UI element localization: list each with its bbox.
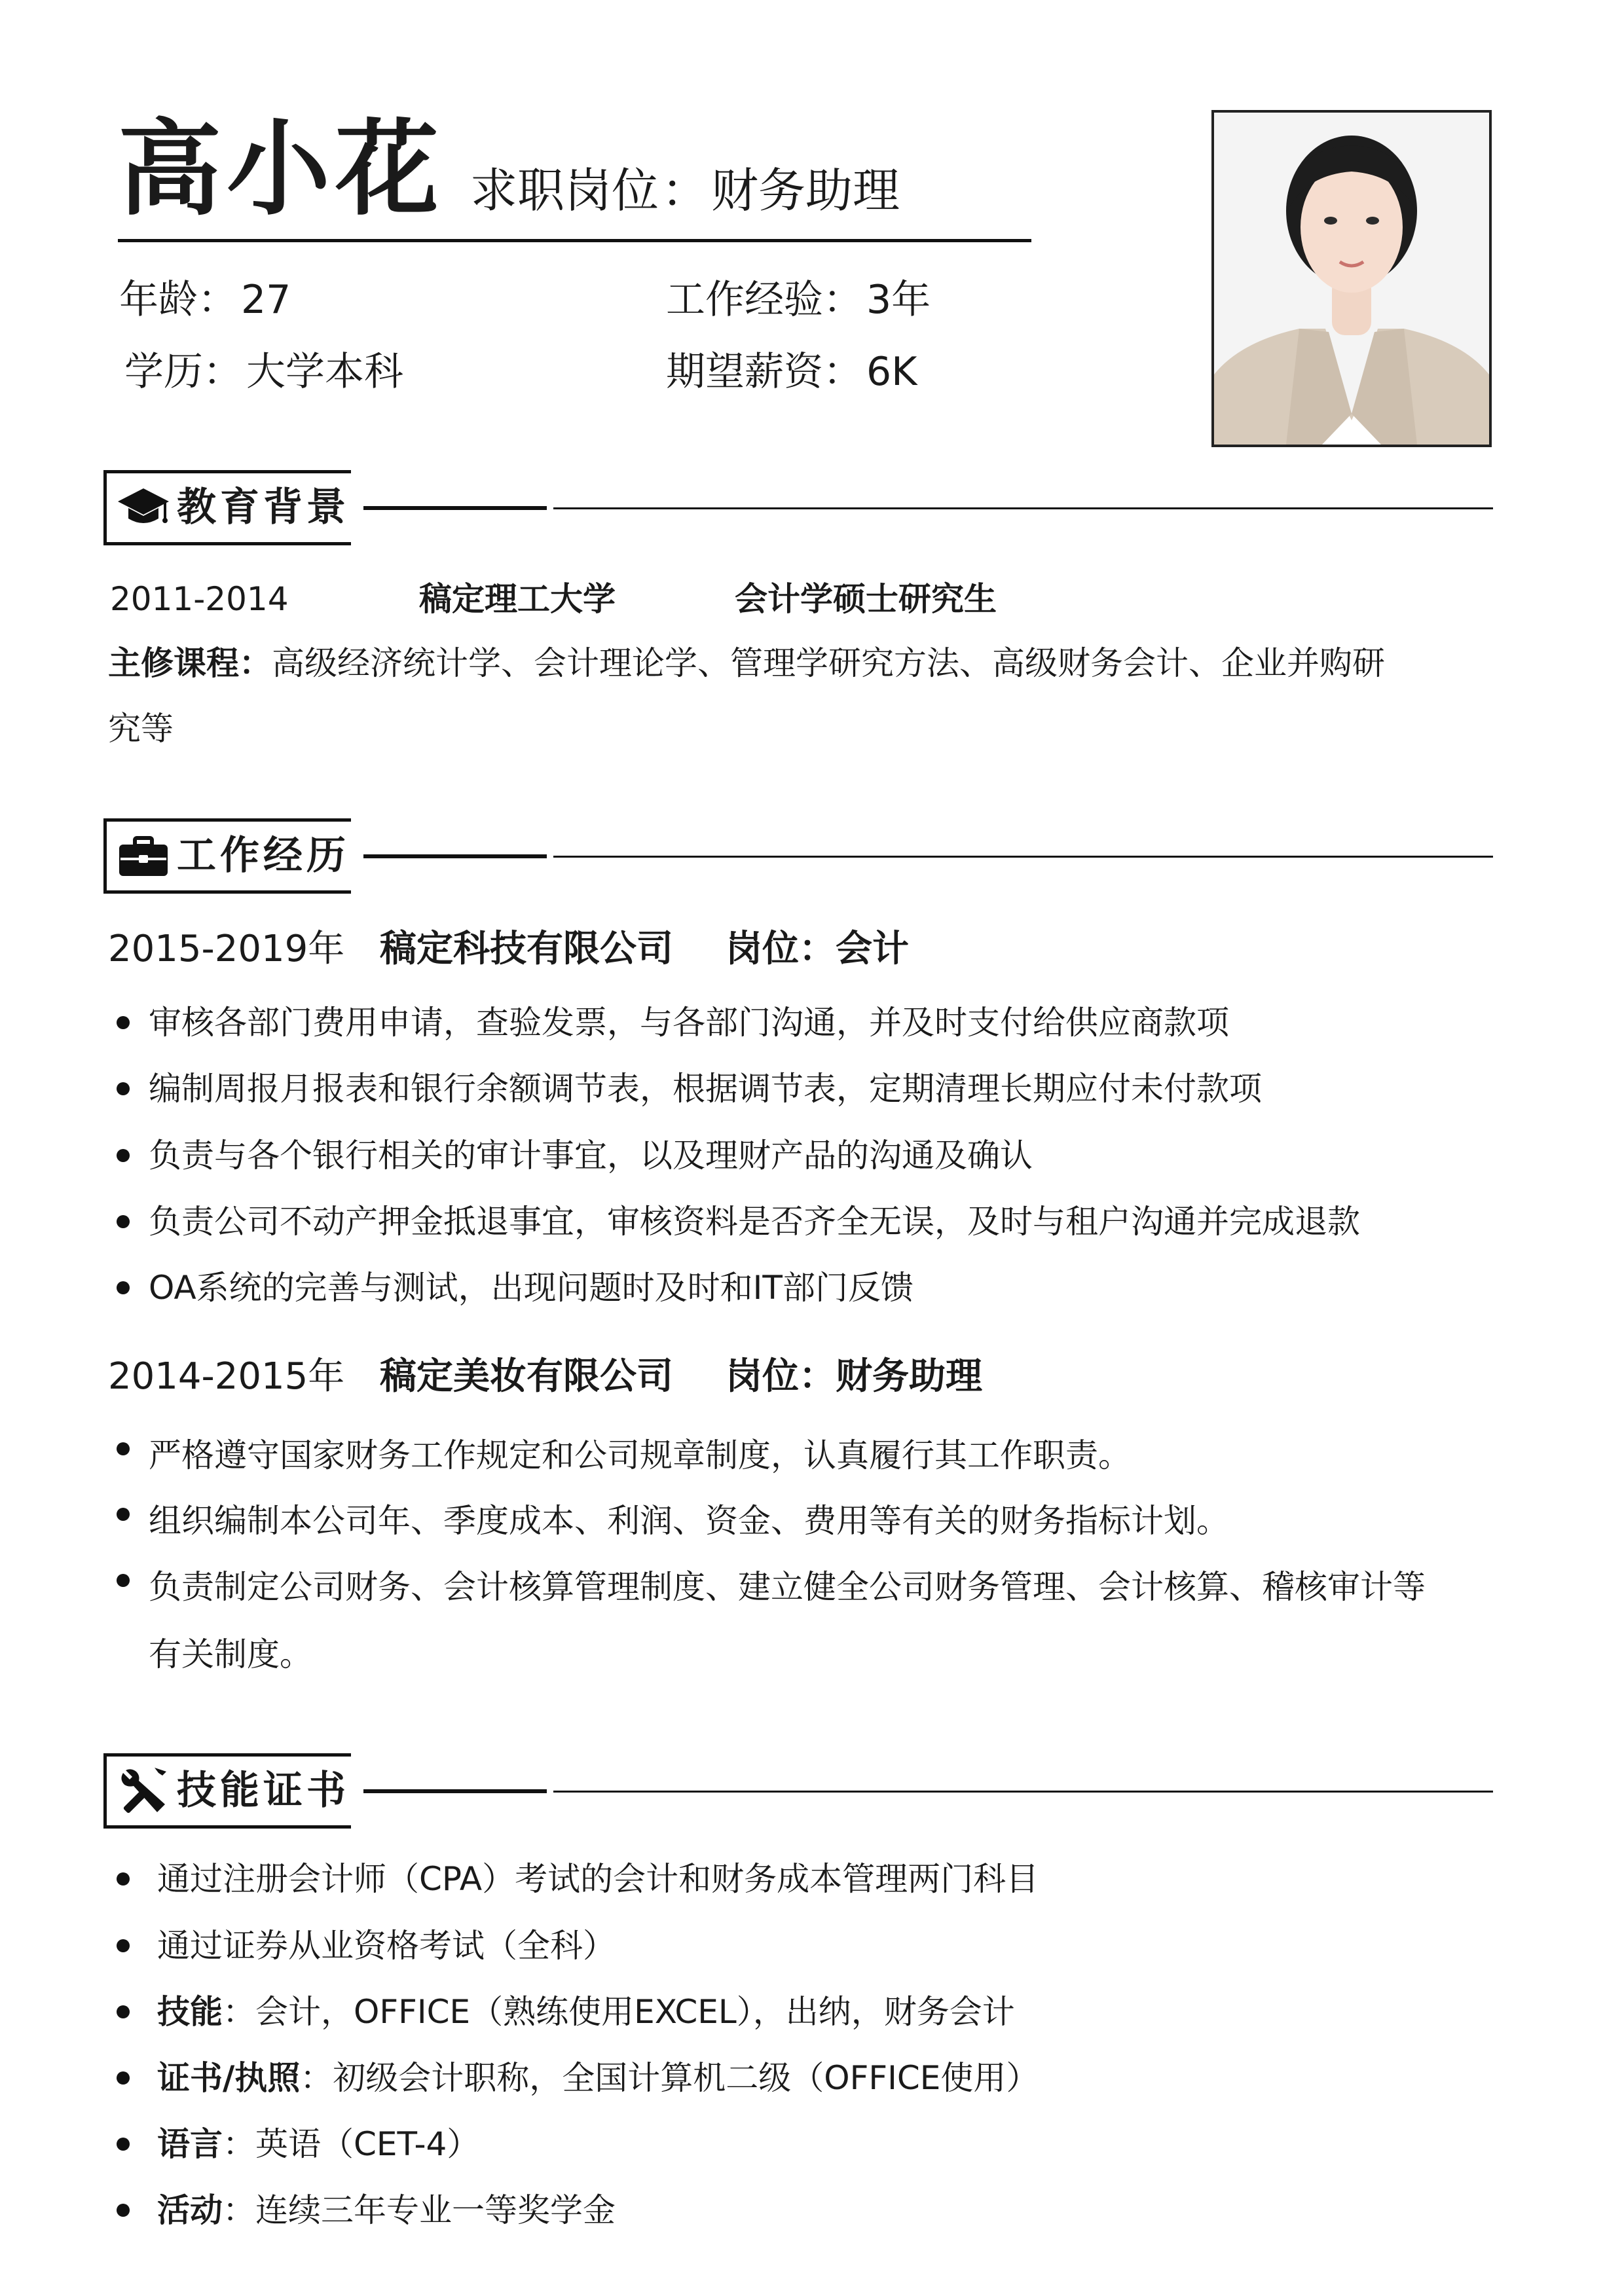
education-courses-cont: 究等 bbox=[108, 710, 174, 748]
job-2-bullet-3: 负责制定公司财务、会计核算管理制度、建立健全公司财务管理、会计核算、稽核审计等 bbox=[149, 1568, 1426, 1606]
skill-item-5: 语言：英语（CET-4） bbox=[157, 2125, 480, 2163]
bullet-dot bbox=[117, 1215, 130, 1228]
job-1-company: 稿定科技有限公司 bbox=[380, 928, 673, 970]
job-1-bullet-3: 负责与各个银行相关的审计事宜，以及理财产品的沟通及确认 bbox=[149, 1137, 1033, 1175]
skills-rule-thick bbox=[363, 1789, 547, 1793]
education-degree: 会计学硕士研究生 bbox=[735, 580, 997, 618]
education-period: 2011-2014 bbox=[110, 580, 289, 618]
bullet-dot bbox=[117, 2204, 130, 2217]
skills-title: 技能证书 bbox=[177, 1768, 350, 1813]
header-rule bbox=[118, 239, 1031, 242]
skill-item-6: 活动：连续三年专业一等奖学金 bbox=[157, 2191, 616, 2229]
job-1-bullet-2: 编制周报月报表和银行余额调节表，根据调节表，定期清理长期应付未付款项 bbox=[149, 1070, 1262, 1108]
bullet-dot bbox=[117, 1508, 130, 1521]
job-1-bullet-1: 审核各部门费用申请，查验发票，与各部门沟通，并及时支付给供应商款项 bbox=[149, 1004, 1229, 1042]
candidate-name: 高小花 bbox=[118, 109, 444, 230]
graduation-cap-icon bbox=[117, 481, 170, 534]
work-title: 工作经历 bbox=[177, 833, 350, 879]
job-title: 求职岗位：财务助理 bbox=[470, 163, 900, 218]
education-courses: 主修课程：高级经济统计学、会计理论学、管理学研究方法、高级财务会计、企业并购研 bbox=[108, 644, 1385, 682]
job-1-bullet-4: 负责公司不动产押金抵退事宜，审核资料是否齐全无误，及时与租户沟通并完成退款 bbox=[149, 1203, 1360, 1241]
info-education: 学历： 大学本科 bbox=[124, 349, 403, 395]
bullet-dot bbox=[117, 2005, 130, 2018]
bullet-dot bbox=[117, 1281, 130, 1294]
education-title: 教育背景 bbox=[177, 484, 350, 530]
job-1-position: 岗位：会计 bbox=[726, 928, 909, 970]
job-value: 财务助理 bbox=[711, 163, 900, 218]
job-2-bullet-2: 组织编制本公司年、季度成本、利润、资金、费用等有关的财务指标计划。 bbox=[149, 1502, 1229, 1540]
skill-item-3: 技能：会计，OFFICE（熟练使用EXCEL），出纳，财务会计 bbox=[157, 1993, 1015, 2031]
job-1-bullet-5: OA系统的完善与测试，出现问题时及时和IT部门反馈 bbox=[149, 1269, 913, 1307]
info-age: 年龄： 27 bbox=[119, 277, 291, 323]
work-rule-thin bbox=[553, 856, 1493, 858]
bullet-dot bbox=[117, 2071, 130, 2085]
bullet-dot bbox=[117, 1574, 130, 1587]
bullet-dot bbox=[117, 1016, 130, 1029]
tools-icon bbox=[117, 1764, 170, 1817]
job-2-bullet-3-cont: 有关制度。 bbox=[149, 1635, 312, 1673]
bullet-dot bbox=[117, 1872, 130, 1886]
education-rule-thick bbox=[363, 506, 547, 510]
work-rule-thick bbox=[363, 854, 547, 858]
profile-photo bbox=[1211, 110, 1492, 447]
bullet-dot bbox=[117, 1939, 130, 1952]
job-2-period: 2014-2015年 bbox=[108, 1355, 345, 1398]
job-2-company: 稿定美妆有限公司 bbox=[380, 1355, 673, 1398]
bullet-dot bbox=[117, 1442, 130, 1455]
job-label: 求职岗位 bbox=[470, 163, 659, 218]
bullet-dot bbox=[117, 1082, 130, 1095]
info-experience: 工作经验： 3年 bbox=[666, 277, 931, 323]
job-2-position: 岗位：财务助理 bbox=[726, 1355, 982, 1398]
job-1-period: 2015-2019年 bbox=[108, 928, 345, 970]
skill-item-4: 证书/执照：初级会计职称，全国计算机二级（OFFICE使用） bbox=[157, 2059, 1039, 2097]
job-2-bullet-1: 严格遵守国家财务工作规定和公司规章制度，认真履行其工作职责。 bbox=[149, 1436, 1131, 1474]
bullet-dot bbox=[117, 1149, 130, 1162]
skill-item-2: 通过证券从业资格考试（全科） bbox=[157, 1927, 616, 1965]
briefcase-icon bbox=[117, 829, 170, 883]
skill-item-1: 通过注册会计师（CPA）考试的会计和财务成本管理两门科目 bbox=[157, 1860, 1039, 1898]
skills-rule-thin bbox=[553, 1791, 1493, 1793]
education-rule-thin bbox=[553, 507, 1493, 509]
info-salary: 期望薪资： 6K bbox=[666, 349, 917, 395]
bullet-dot bbox=[117, 2138, 130, 2151]
education-school: 稿定理工大学 bbox=[419, 580, 616, 618]
